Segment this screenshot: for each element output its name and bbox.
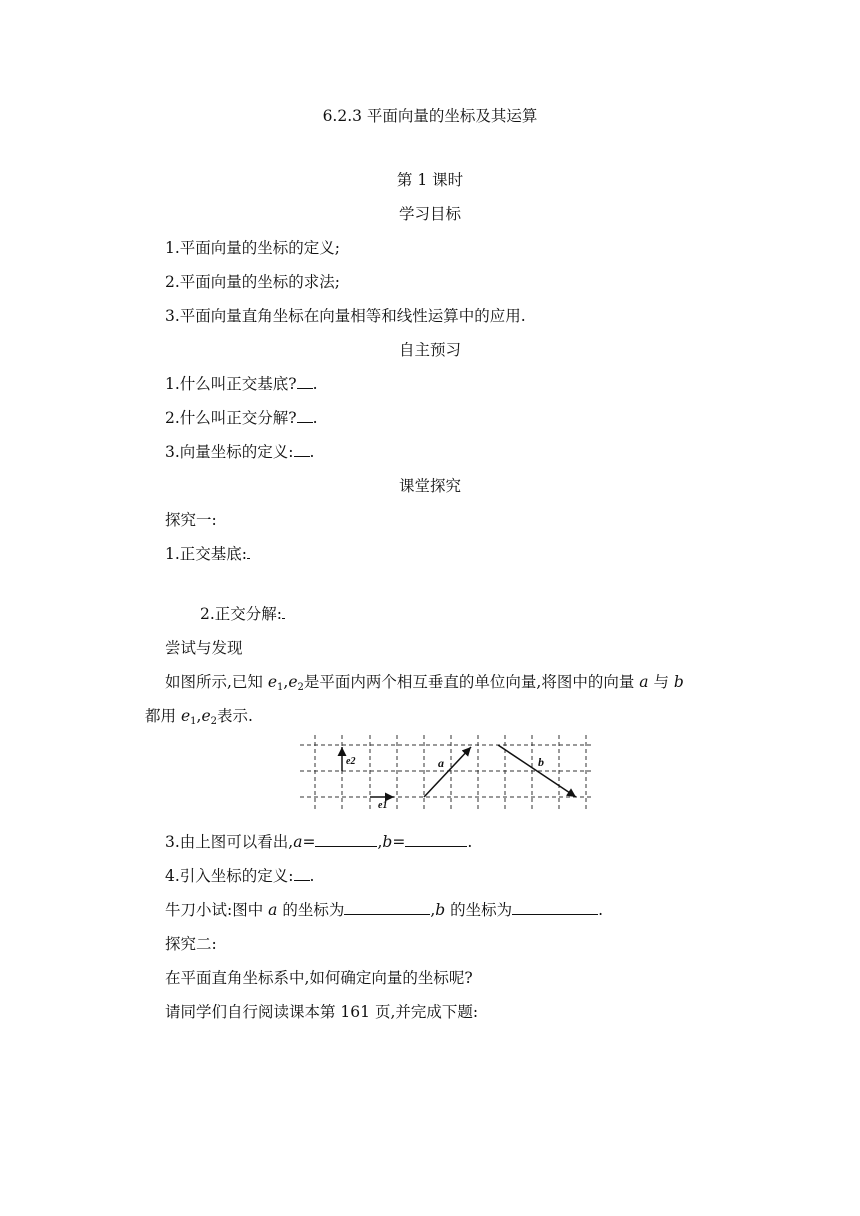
var-a: a [293, 833, 303, 851]
answer-blank[interactable] [282, 604, 285, 619]
question-text: 2.正交分解: [200, 605, 283, 623]
text: 与 [648, 673, 674, 691]
problem-paragraph [165, 672, 684, 692]
text: 如图所示,已知 [165, 673, 268, 691]
var-a: a [268, 901, 278, 919]
punctuation: . [312, 409, 318, 427]
sub: 2 [297, 682, 304, 693]
sub: 1 [277, 682, 284, 693]
vector-b [498, 745, 576, 797]
explore-one-label: 探究一: [165, 511, 217, 529]
var-b: b [673, 673, 684, 691]
punctuation: . [312, 375, 318, 393]
preview-question [165, 442, 314, 462]
explore-heading: 课堂探究 [398, 477, 461, 495]
text: . [467, 833, 473, 851]
text: 表示. [217, 707, 253, 725]
page-title: 6.2.3 平面向量的坐标及其运算 [322, 107, 538, 125]
preview-question-text: 2.什么叫正交分解? [165, 409, 297, 427]
answer-blank[interactable] [294, 442, 310, 457]
text: 4.引入坐标的定义: [165, 867, 294, 885]
objectives-heading: 学习目标 [398, 205, 461, 223]
text: 3.由上图可以看出, [165, 833, 294, 851]
preview-question-text: 3.向量坐标的定义: [165, 443, 294, 461]
explore-two-instruction: 请同学们自行阅读课本第 161 页,并完成下题: [165, 1003, 479, 1021]
question-text: 1.正交基底: [165, 545, 248, 563]
objective-item: 2.平面向量的坐标的求法; [165, 273, 341, 291]
preview-question-text: 1.什么叫正交基底? [165, 375, 297, 393]
text: 的坐标为 [445, 901, 513, 919]
text: 都用 [145, 707, 181, 725]
sub: 1 [190, 716, 197, 727]
orthogonal-decomposition-question [200, 604, 285, 624]
answer-blank-b[interactable] [405, 832, 467, 847]
e1-label: e1 [378, 800, 388, 811]
observation-question [165, 832, 472, 852]
punctuation: . [309, 443, 315, 461]
var-e: e [288, 673, 298, 691]
answer-blank[interactable] [297, 374, 313, 389]
answer-blank-a[interactable] [315, 832, 377, 847]
text: 的坐标为 [277, 901, 345, 919]
text: , [377, 833, 383, 851]
answer-blank[interactable] [247, 544, 250, 559]
text: , [196, 707, 202, 725]
vector-b-label: b [538, 755, 544, 769]
e2-label: e2 [346, 756, 356, 767]
orthogonal-basis-question [165, 544, 250, 564]
vector-grid-figure [300, 735, 592, 813]
var-a: a [639, 673, 649, 691]
text: . [309, 867, 315, 885]
coordinate-definition-question [165, 866, 314, 886]
quick-quiz [165, 900, 603, 920]
preview-heading: 自主预习 [398, 341, 461, 359]
text: , [283, 673, 289, 691]
text: = [392, 833, 406, 851]
text: . [598, 901, 604, 919]
var-e: e [180, 707, 191, 725]
answer-blank-a-coord[interactable] [344, 900, 430, 915]
lesson-label: 第 1 课时 [396, 171, 464, 189]
text: 牛刀小试:图中 [165, 901, 269, 919]
answer-blank-b-coord[interactable] [512, 900, 598, 915]
var-b: b [435, 901, 446, 919]
explore-two-label: 探究二: [165, 935, 217, 953]
var-b: b [382, 833, 393, 851]
text: 是平面内两个相互垂直的单位向量,将图中的向量 [303, 673, 640, 691]
objective-item: 1.平面向量的坐标的定义; [165, 239, 341, 257]
answer-blank[interactable] [294, 866, 310, 881]
text: , [430, 901, 436, 919]
var-e: e [267, 673, 278, 691]
answer-blank[interactable] [297, 408, 313, 423]
preview-question [165, 374, 318, 394]
vector-a [424, 747, 471, 797]
explore-two-question: 在平面直角坐标系中,如何确定向量的坐标呢? [165, 969, 473, 987]
vector-a-label: a [438, 756, 444, 770]
problem-paragraph-cont [145, 706, 253, 726]
objective-item: 3.平面向量直角坐标在向量相等和线性运算中的应用. [165, 307, 526, 325]
sub: 2 [210, 716, 217, 727]
preview-question [165, 408, 318, 428]
text: = [302, 833, 316, 851]
var-e: e [201, 707, 211, 725]
try-heading: 尝试与发现 [165, 639, 243, 657]
